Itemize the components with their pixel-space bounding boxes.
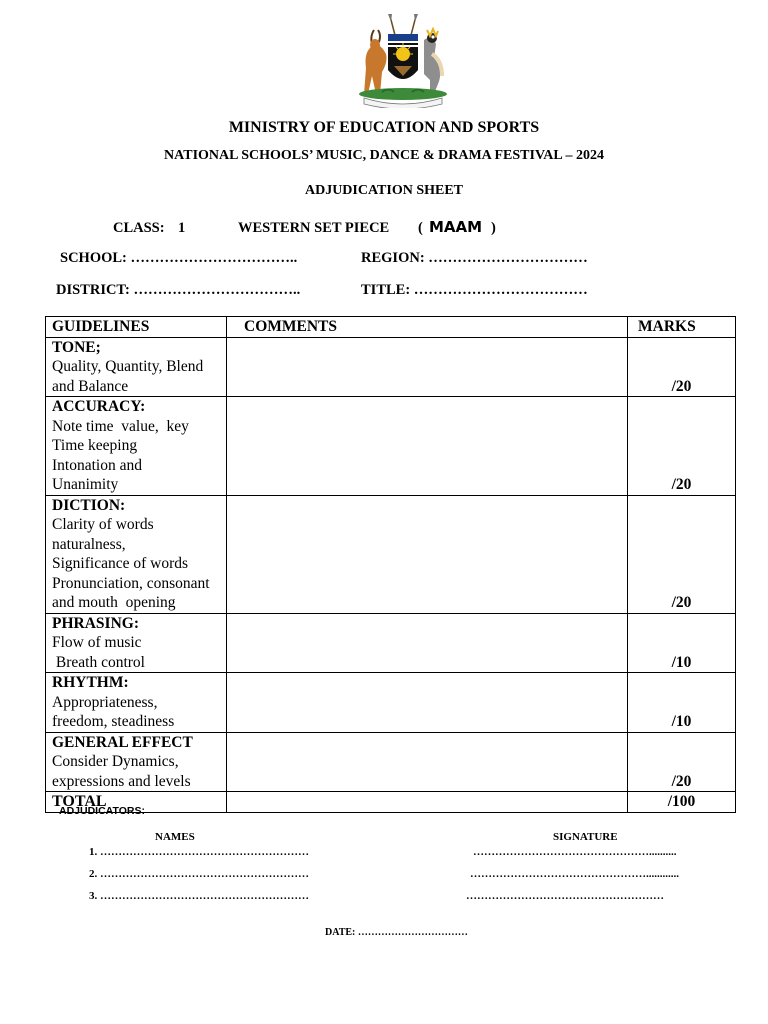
names-header: NAMES — [155, 831, 195, 843]
festival-title: NATIONAL SCHOOLS’ MUSIC, DANCE & DRAMA FESTIVAL – 2024 — [164, 148, 604, 163]
marks-cell: /20 — [628, 732, 736, 792]
total-comment-cell[interactable] — [227, 792, 628, 813]
adjudicator-name-line-1[interactable]: 1. ………………………………………………… — [89, 846, 309, 858]
criteria-row — [46, 495, 736, 613]
class-value: 1 — [178, 220, 186, 236]
criteria-description-line: Time keeping — [52, 437, 138, 454]
sheet-title: ADJUDICATION SHEET — [304, 183, 464, 198]
criteria-description-line: expressions and levels — [52, 772, 191, 790]
criteria-guideline-cell — [46, 337, 227, 397]
comment-cell[interactable] — [227, 495, 628, 613]
criteria-description-line: and Balance — [52, 377, 129, 395]
category-label: WESTERN SET PIECE — [238, 220, 390, 236]
title-field: TITLE: ……………………………… — [361, 282, 588, 298]
criteria-description-line: freedom, steadiness — [52, 713, 175, 730]
criteria-guideline-cell — [46, 673, 227, 733]
adjudicator-signature-line-2[interactable]: …………………………………………............ — [470, 868, 679, 880]
criteria-guideline-cell — [46, 613, 227, 673]
criteria-description-line: and mouth opening — [52, 594, 176, 611]
criteria-row — [46, 732, 736, 792]
marks-cell: /20 — [628, 397, 736, 496]
criteria-description-line: Consider Dynamics, — [52, 753, 179, 770]
comment-cell[interactable] — [227, 613, 628, 673]
header-marks: MARKS — [628, 317, 736, 338]
criteria-row — [46, 397, 736, 496]
criteria-guideline-cell — [46, 732, 227, 792]
ministry-title: MINISTRY OF EDUCATION AND SPORTS — [228, 119, 540, 136]
marks-cell: /20 — [628, 337, 736, 397]
criteria-description-line: naturalness, — [52, 535, 126, 553]
total-row — [46, 792, 736, 813]
piece-close-paren: ) — [491, 220, 496, 236]
criteria-row — [46, 673, 736, 733]
comment-cell[interactable] — [227, 397, 628, 496]
piece-name: MAAM — [429, 218, 483, 236]
adjudicator-name-line-3[interactable]: 3. ………………………………………………… — [89, 890, 309, 902]
marks-cell: /20 — [628, 495, 736, 613]
date-field[interactable]: DATE: …………………………… — [325, 927, 468, 938]
criteria-title: ACCURACY: — [52, 398, 146, 415]
adjudication-table — [45, 316, 736, 813]
criteria-description-line: Quality, Quantity, Blend — [52, 358, 204, 375]
criteria-guideline-cell — [46, 495, 227, 613]
criteria-description-line: Intonation and — [52, 456, 142, 474]
piece-open-paren: ( — [418, 220, 423, 236]
criteria-description-line: Clarity of words — [52, 516, 154, 533]
comment-cell[interactable] — [227, 673, 628, 733]
criteria-guideline-cell — [46, 397, 227, 496]
criteria-title: TONE; — [52, 338, 101, 356]
header-comments: COMMENTS — [227, 317, 628, 338]
criteria-description-line: Unanimity — [52, 476, 119, 493]
criteria-title: DICTION: — [52, 496, 126, 514]
criteria-title: PHRASING: — [52, 614, 139, 632]
total-marks: /100 — [628, 792, 736, 813]
criteria-description-line: Breath control — [52, 653, 145, 671]
signature-header: SIGNATURE — [553, 831, 618, 843]
table-header-row — [46, 317, 736, 338]
criteria-title: GENERAL EFFECT — [52, 733, 193, 751]
criteria-title: RHYTHM: — [52, 674, 129, 691]
district-field: DISTRICT: …………………………….. — [56, 282, 301, 298]
criteria-body — [46, 337, 736, 792]
criteria-description-line: Note time value, key — [52, 417, 189, 435]
criteria-row — [46, 337, 736, 397]
school-field: SCHOOL: …………………………….. — [60, 250, 298, 266]
class-label: CLASS: — [113, 220, 165, 236]
criteria-description-line: Significance of words — [52, 555, 189, 572]
adjudicator-signature-line-3[interactable]: ……………………………………………… — [466, 890, 664, 902]
criteria-row — [46, 613, 736, 673]
criteria-description-line: Pronunciation, consonant — [52, 574, 210, 592]
criteria-description-line: Appropriateness, — [52, 693, 158, 711]
header-guidelines: GUIDELINES — [46, 317, 227, 338]
comment-cell[interactable] — [227, 732, 628, 792]
adjudicators-label: ADJUDICATORS: — [59, 805, 145, 817]
adjudicator-signature-line-1[interactable]: ………………………………………….......... — [473, 846, 677, 858]
criteria-description-line: Flow of music — [52, 634, 142, 651]
total-label: TOTAL — [46, 792, 227, 813]
uganda-coat-of-arms-icon — [352, 14, 454, 108]
marks-cell: /10 — [628, 613, 736, 673]
comment-cell[interactable] — [227, 337, 628, 397]
adjudicator-name-line-2[interactable]: 2. ………………………………………………… — [89, 868, 309, 880]
region-field: REGION: …………………………… — [361, 250, 588, 266]
marks-cell: /10 — [628, 673, 736, 733]
